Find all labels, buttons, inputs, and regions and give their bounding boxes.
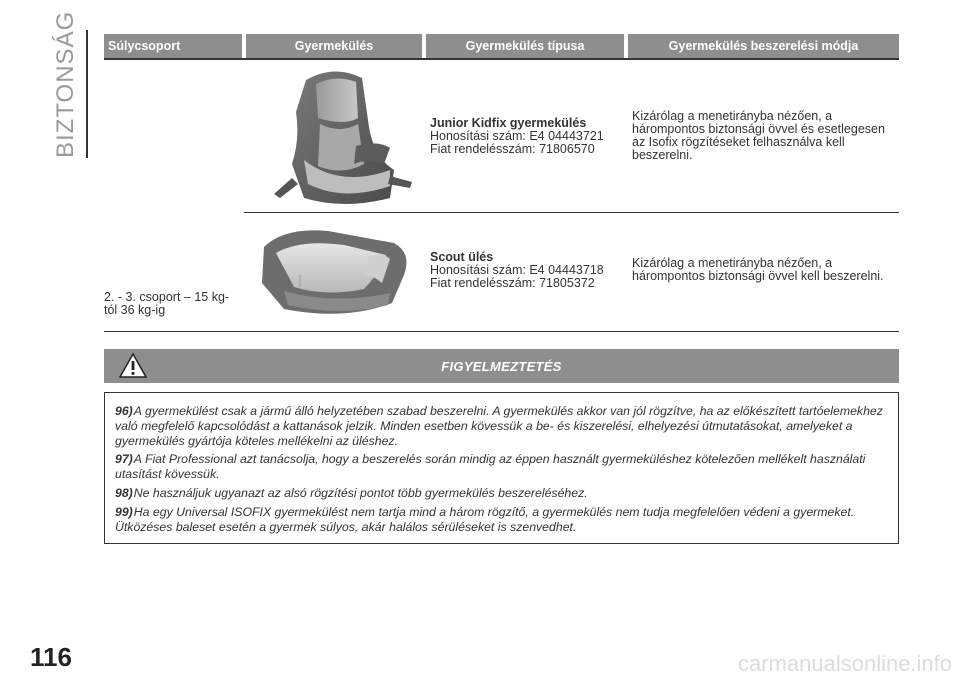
warning-triangle-icon bbox=[118, 352, 148, 379]
seat-image-cell bbox=[244, 60, 424, 212]
section-title: BIZTONSÁG bbox=[52, 10, 79, 158]
page-number: 116 bbox=[30, 642, 72, 672]
weight-group-cell: 2. - 3. csoport – 15 kg-tól 36 kg-ig bbox=[104, 290, 230, 317]
seat-name: Scout ülés bbox=[430, 249, 494, 264]
seat-type-cell bbox=[424, 213, 626, 327]
warning-item: 98)Ne használjuk ugyanazt az alsó rögzítési pontot több gyermekülés beszereléséhez. bbox=[115, 485, 588, 500]
warning-item: 96)A gyermekülést csak a jármű álló helyzetében szabad beszerelni. A gyermekülés akkor van jól rögzítve, ha az előkészített tartóelemekhez való megfelelő kapcsolódást a kattanások jelzik. Minden esetben kövessük a be- és kiszerelési, elhelyezési útmutatásokat, amelyeket a gyermekülés gyártója köteles mellékelni az üléshez. bbox=[115, 404, 883, 448]
table-header-row bbox=[104, 34, 899, 58]
seat-type-cell bbox=[424, 60, 626, 212]
table-bottom-rule bbox=[104, 331, 899, 332]
warning-item: 99)Ha egy Universal ISOFIX gyermekülést nem tartja mind a három rögzítő, a gyermekülés nem tudja megfelelően védeni a gyermeket. Ütközéses baleset esetén a gyermek súlyos, akár halálos sérüléseket is szenvedhet. bbox=[115, 504, 855, 534]
header-weight-group: Súlycsoport bbox=[104, 34, 244, 58]
approval-number: Honosítási szám: E4 04443718 bbox=[430, 262, 604, 277]
junior-kidfix-seat-illustration bbox=[244, 60, 424, 212]
section-title-rule bbox=[86, 30, 88, 158]
mounting-cell: Kizárólag a menetirányba nézően, a hárompontos biztonsági övvel kell beszerelni. bbox=[632, 256, 884, 283]
mounting-cell: Kizárólag a menetirányba nézően, a hárompontos biztonsági övvel és esetlegesen az Isofix rögzítéseket felhasználva kell beszerelni. bbox=[632, 109, 885, 162]
warning-header bbox=[104, 349, 899, 383]
header-child-seat: Gyermekülés bbox=[244, 34, 424, 58]
warning-title: FIGYELMEZTETÉS bbox=[441, 359, 562, 374]
scout-booster-seat-illustration bbox=[244, 213, 424, 327]
seat-name: Junior Kidfix gyermekülés bbox=[430, 115, 587, 130]
seat-image-cell bbox=[244, 213, 424, 327]
watermark: carmanualsonline.info bbox=[738, 651, 953, 676]
warning-item: 97)A Fiat Professional azt tanácsolja, hogy a beszerelés során mindig az éppen használt gyermeküléshez kötelezően mellékelt használati utasítást kövessük. bbox=[115, 452, 866, 482]
header-mounting: Gyermekülés beszerelési módja bbox=[626, 34, 899, 58]
warning-box bbox=[104, 392, 899, 544]
fiat-part-number: Fiat rendelésszám: 71805372 bbox=[430, 275, 595, 290]
fiat-part-number: Fiat rendelésszám: 71806570 bbox=[430, 141, 595, 156]
child-seat-table bbox=[104, 34, 899, 327]
table-row bbox=[104, 60, 899, 212]
header-seat-type: Gyermekülés típusa bbox=[424, 34, 626, 58]
approval-number: Honosítási szám: E4 04443721 bbox=[430, 128, 604, 143]
